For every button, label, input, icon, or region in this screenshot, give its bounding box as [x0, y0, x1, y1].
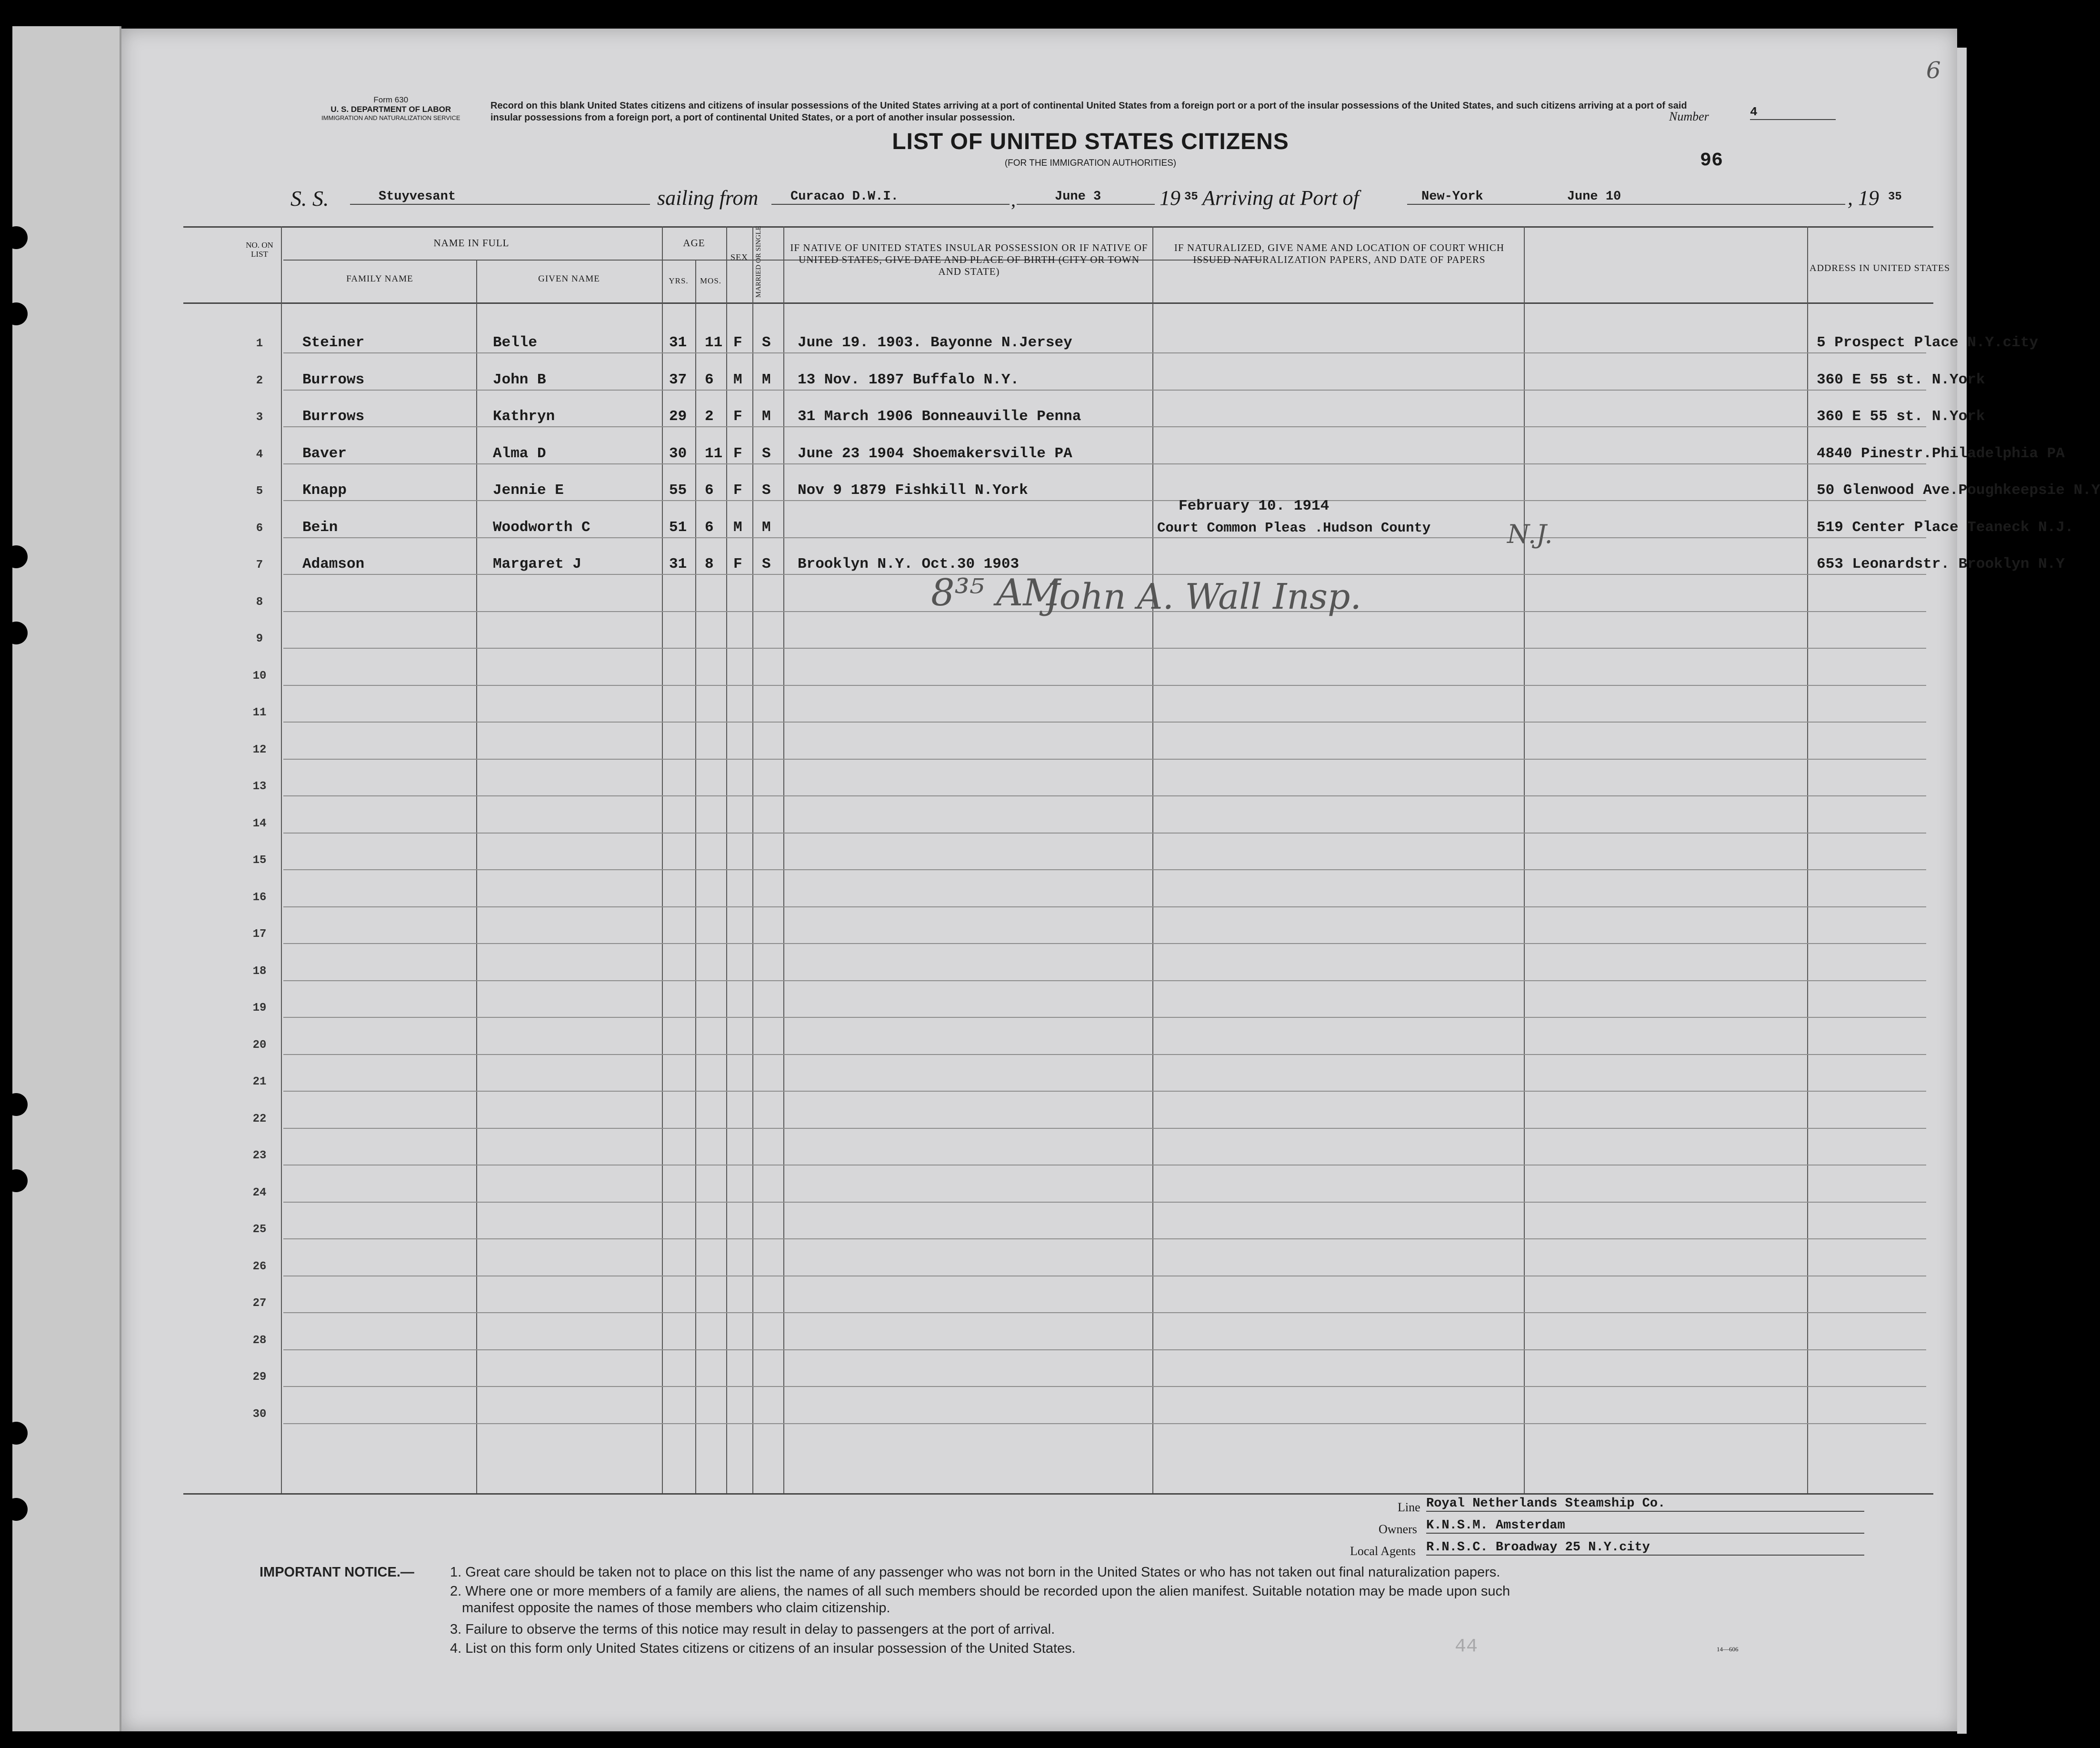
row-number: 24: [252, 1186, 267, 1199]
row-rule: [283, 1349, 1926, 1350]
row-rule: [283, 906, 1926, 907]
row-number: 13: [252, 780, 267, 793]
row-rule: [283, 390, 1926, 391]
address-cell: 360 E 55 st. N.York: [1817, 408, 1985, 425]
header-bottom-rule: [183, 302, 1933, 304]
header-age: AGE: [683, 237, 705, 249]
row-number: 26: [252, 1260, 267, 1273]
arrival-year-prefix: , 19: [1848, 186, 1879, 210]
header-sex: SEX: [730, 252, 748, 262]
service: IMMIGRATION AND NATURALIZATION SERVICE: [321, 114, 460, 121]
row-rule: [283, 943, 1926, 944]
row-number: 22: [252, 1112, 267, 1125]
row-number: 30: [252, 1407, 267, 1421]
binder-hole: [5, 1498, 28, 1521]
arrival-port: New-York: [1421, 190, 1483, 204]
marital-status-cell: S: [762, 445, 771, 462]
row-number: 21: [252, 1075, 267, 1088]
row-number: 19: [252, 1002, 267, 1015]
row-number: 20: [252, 1038, 267, 1052]
row-number: 8: [256, 595, 263, 609]
row-rule: [283, 1091, 1926, 1092]
marital-status-cell: M: [762, 371, 771, 388]
corner-mark: 6: [1926, 57, 1941, 84]
binder-hole: [5, 622, 28, 644]
sex-cell: F: [733, 482, 742, 499]
row-rule: [283, 722, 1926, 723]
row-rule: [283, 759, 1926, 760]
number-value: 4: [1750, 105, 1836, 120]
form-number: Form 630: [373, 95, 409, 104]
row-number: 6: [256, 522, 263, 535]
row-number: 9: [256, 633, 263, 645]
row-rule: [283, 1128, 1926, 1129]
row-number: 2: [256, 374, 263, 387]
row-rule: [283, 648, 1926, 649]
bottom-code: 14—606: [1717, 1646, 1739, 1653]
row-number: 4: [256, 448, 263, 461]
row-rule: [283, 574, 1926, 575]
row-rule: [283, 1017, 1926, 1018]
address-cell: 5 Prospect Place N.Y.city: [1817, 334, 2039, 351]
line-label: Line: [1398, 1500, 1420, 1514]
binder-hole: [5, 1093, 28, 1116]
handwritten-nj: N.J.: [1507, 519, 1553, 549]
stamp-number: 44: [1455, 1636, 1478, 1658]
family-name-cell: Adamson: [302, 556, 365, 573]
handwritten-time: 8³⁵ AM: [931, 572, 1061, 614]
marital-status-cell: S: [762, 556, 771, 573]
line-value: Royal Netherlands Steamship Co.: [1426, 1497, 1864, 1512]
age-months-cell: 6: [705, 482, 714, 499]
agents-value: R.N.S.C. Broadway 25 N.Y.city: [1426, 1540, 1864, 1556]
row-rule: [283, 980, 1926, 981]
binder-edge: [12, 26, 121, 1731]
age-months-cell: 8: [705, 556, 714, 573]
age-years-cell: 29: [669, 408, 687, 425]
row-rule: [283, 1238, 1926, 1239]
age-months-cell: 6: [705, 519, 714, 536]
given-name-cell: John B: [493, 371, 546, 388]
row-rule: [283, 500, 1926, 501]
family-name-cell: Knapp: [302, 482, 347, 499]
page-subtitle: (FOR THE IMMIGRATION AUTHORITIES): [1004, 158, 1177, 168]
row-number: 15: [252, 854, 267, 867]
instructions-text: Record on this blank United States citizens and citizens of insular possessions of the United States arriving at a port of continental United States from a foreign port or a port of the insular possessions of the United States, and such citizens arriving at a port of said insular possessions from a foreign port, a port of continental United States, or a port of another insular possession.: [490, 100, 1687, 123]
binder-hole: [5, 226, 28, 249]
row-rule: [283, 426, 1926, 427]
row-number: 23: [252, 1149, 267, 1162]
given-name-cell: Alma D: [493, 445, 546, 462]
col-rule: [1807, 226, 1808, 1493]
family-name-cell: Burrows: [302, 408, 365, 425]
birth-cell: June 19. 1903. Bayonne N.Jersey: [798, 334, 1072, 351]
family-name-cell: Steiner: [302, 334, 365, 351]
marital-status-cell: S: [762, 334, 771, 351]
row-number: 11: [252, 706, 267, 719]
form-info: [321, 95, 460, 121]
naturalization-date-cell: February 10. 1914: [1179, 497, 1330, 514]
notice-1: 1. Great care should be taken not to place on this list the name of any passenger who was not born in the United States or who has not taken out final naturalization papers.: [450, 1565, 1500, 1580]
given-name-cell: Kathryn: [493, 408, 555, 425]
age-months-cell: 6: [705, 371, 714, 388]
col-rule: [752, 226, 753, 1493]
marital-status-cell: S: [762, 482, 771, 499]
row-rule: [283, 1202, 1926, 1203]
arrival-year: 35: [1888, 191, 1902, 203]
row-rule: [283, 869, 1926, 870]
header-name-in-full: NAME IN FULL: [433, 237, 510, 249]
binder-hole: [5, 1169, 28, 1192]
col-rule: [476, 260, 477, 1493]
marital-status-cell: M: [762, 519, 771, 536]
col-rule: [726, 226, 727, 1493]
birth-cell: June 23 1904 Shoemakersville PA: [798, 445, 1072, 462]
header-birth: IF NATIVE OF UNITED STATES INSULAR POSSESSION OR IF NATIVE OF UNITED STATES, GIVE DATE AND PLACE OF BIRTH (CITY OR TOWN AND STATE): [790, 242, 1148, 277]
header-family-name: FAMILY NAME: [346, 274, 413, 284]
notice-4: 4. List on this form only United States citizens or citizens of an insular possession of the United States.: [450, 1641, 1076, 1656]
manifest-page: Form 630 U. S. DEPARTMENT OF LABOR IMMIGRATION AND NATURALIZATION SERVICE Record on this blank United States citizens and citizens of insular possessions of the United States arriving at a port of continental United States from a foreign port or a port of the insular possessions of the United States, and such citizens arriving at a port of said insular possessions from a foreign port, a port of continental United States, or a port of another insular possession. LIST OF UNITED STATES CITIZENS (FOR THE IMMIGRATION AUTHORITIES) Number 4 96 6 S. S. Stuyvesant sailing from Curacao D.W.I. , June 3 19 35 Arriving at Port of New-York June 10 , 19 35 NO. ON LIST NAME IN FULL FAMILY NAME GIVEN NAME AGE YRS. MOS. SEX MARRIED OR SINGLE IF NATIVE OF UNITED STATES INSULAR POSSESSION OR IF NATIVE OF UNITED STATES, GIVE DATE AND PLACE OF BIRTH (CITY OR TOWN AND STATE) IF NATURALIZED, GIVE NAME AND LOCATION OF COURT WHICH ISSUED NATURALIZATION PAPERS, AND DATE OF PAPERS ADDRESS IN UNITED STATES 1 2 3 4 5 6 7 8 9 10 11 12 13 14 15 16 17 18 19 20 21 22 23 24 25 26 27 28 29 30 Steiner Belle 31 11 F S June 19. 1903. Bayonne N.Jersey 5 Prospect Place N.Y.city Burrows John B 37 6 M M 13 Nov. 1897 Buffalo N.Y. 360 E 55 st. N.York Burrows Kathryn 29 2 F M 31 March 1906 Bonneauville Penna 360 E 55 st. N.York Baver Alma D 30 11 F S June 23 1904 Shoemakersville PA 4840 Pinestr.Philadelphia PA Knapp Jennie E 55 6 F S Nov 9 1879 Fishkill N.York 50 Glenwood Ave.Poughkeepsie N.Y Bein Woodworth C 51 6 M M 519 Center Place Teaneck N.J. February 10. 1914 Court Common Pleas .Hudson County Adamson Margaret J 31 8 F S Brooklyn N.Y. Oct.30 1903 653 Leonardstr. Brooklyn N.Y N.J. 8³⁵ AM John A. Wall Insp. Line Royal Netherlands Steamship Co. Owners K.N.S.M. Amsterdam Local Agents R.N.S.C. Broadway 25 N.Y.city IMPORTANT NOTICE.— 1. Great care should be taken not to place on this list the name of any passenger who was not born in the United States or who has not taken out final naturalization papers. 2. Where one or more members of a family are aliens, the names of all such members should be recorded upon the alien manifest. Suitable notation may be made upon such manifest opposite the names of those members who claim citizenship. 3. Failure to observe the terms of this notice may result in delay to passengers at the port of arrival. 4. List on this form only United States citizens or citizens of an insular possession of the United States. 44 14—606: [121, 29, 1957, 1731]
arriving-label: Arriving at Port of: [1202, 186, 1359, 210]
row-rule: [283, 1386, 1926, 1387]
row-number: 27: [252, 1297, 267, 1310]
agents-label: Local Agents: [1350, 1544, 1416, 1558]
age-years-cell: 31: [669, 334, 687, 351]
sex-cell: M: [733, 519, 742, 536]
birth-cell: 31 March 1906 Bonneauville Penna: [798, 408, 1081, 425]
family-name-cell: Bein: [302, 519, 338, 536]
birth-cell: 13 Nov. 1897 Buffalo N.Y.: [798, 371, 1020, 388]
col-rule: [695, 260, 696, 1493]
ship-name: Stuyvesant: [350, 190, 650, 205]
header-mos: MOS.: [700, 276, 722, 285]
header-naturalized: IF NATURALIZED, GIVE NAME AND LOCATION OF COURT WHICH ISSUED NATURALIZATION PAPERS, AND DATE OF PAPERS: [1174, 242, 1505, 265]
age-months-cell: 11: [705, 445, 723, 462]
row-rule: [283, 1312, 1926, 1313]
age-years-cell: 30: [669, 445, 687, 462]
notice-3: 3. Failure to observe the terms of this notice may result in delay to passengers at the port of arrival.: [450, 1622, 1055, 1637]
given-name-cell: Jennie E: [493, 482, 564, 499]
address-cell: 4840 Pinestr.Philadelphia PA: [1817, 445, 2065, 462]
inspector-signature: John A. Wall Insp.: [1045, 576, 1361, 617]
row-rule: [283, 685, 1926, 686]
address-cell: 360 E 55 st. N.York: [1817, 371, 1985, 388]
notice-2b: manifest opposite the names of those members who claim citizenship.: [462, 1600, 890, 1616]
age-months-cell: 11: [705, 334, 723, 351]
arrival-port-and-date: [1407, 190, 1845, 205]
age-months-cell: 2: [705, 408, 714, 425]
from-port: Curacao D.W.I.: [771, 190, 1010, 205]
row-number: 25: [252, 1223, 267, 1236]
given-name-cell: Belle: [493, 334, 538, 351]
ss-label: S. S.: [290, 186, 329, 211]
year-prefix: 19: [1160, 186, 1180, 210]
marital-status-cell: M: [762, 408, 771, 425]
row-rule: [283, 795, 1926, 796]
age-years-cell: 37: [669, 371, 687, 388]
row-rule: [283, 463, 1926, 464]
row-number: 5: [256, 485, 263, 498]
row-number: 17: [252, 928, 267, 941]
age-years-cell: 31: [669, 556, 687, 573]
row-number: 10: [252, 669, 267, 683]
sailing-label: sailing from: [657, 186, 759, 210]
binder-hole: [5, 302, 28, 325]
row-rule: [283, 537, 1926, 538]
page-title: LIST OF UNITED STATES CITIZENS: [892, 129, 1289, 154]
binder-hole: [5, 1422, 28, 1445]
col-rule: [1524, 226, 1525, 1493]
row-number: 7: [256, 559, 263, 572]
header-yrs: YRS.: [669, 276, 689, 285]
notice-title: IMPORTANT NOTICE.—: [260, 1565, 414, 1580]
row-number: 18: [252, 964, 267, 978]
table-bottom-rule: [183, 1493, 1933, 1495]
row-number: 3: [256, 411, 263, 424]
row-rule: [283, 352, 1926, 353]
notice-2a: 2. Where one or more members of a family are aliens, the names of all such members should be recorded upon the alien manifest. Suitable notation may be made upon such: [450, 1584, 1510, 1599]
page-number: 96: [1700, 150, 1723, 171]
address-cell: 653 Leonardstr. Brooklyn N.Y: [1817, 556, 2065, 573]
col-rule: [783, 226, 784, 1493]
page-tab-edge: [1957, 48, 1967, 1734]
departure-date: June 3: [1017, 190, 1155, 205]
departure-year: 35: [1184, 191, 1198, 203]
age-years-cell: 55: [669, 482, 687, 499]
sex-cell: F: [733, 445, 742, 462]
header-married-single: MARRIED OR SINGLE: [755, 226, 762, 298]
birth-cell: Nov 9 1879 Fishkill N.York: [798, 482, 1028, 499]
col-rule: [1152, 226, 1153, 1493]
owners-value: K.N.S.M. Amsterdam: [1426, 1518, 1864, 1534]
sex-cell: F: [733, 408, 742, 425]
given-name-cell: Margaret J: [493, 556, 582, 573]
row-number: 29: [252, 1371, 267, 1384]
department: U. S. DEPARTMENT OF LABOR: [330, 105, 451, 114]
row-number: 1: [256, 337, 263, 350]
header-given-name: GIVEN NAME: [538, 274, 600, 284]
address-cell: 50 Glenwood Ave.Poughkeepsie N.Y: [1817, 482, 2100, 499]
address-cell: 519 Center Place Teaneck N.J.: [1817, 519, 2074, 536]
sex-cell: F: [733, 556, 742, 573]
row-rule: [283, 1054, 1926, 1055]
arrival-date: June 10: [1567, 190, 1621, 204]
given-name-cell: Woodworth C: [493, 519, 590, 536]
family-name-cell: Baver: [302, 445, 347, 462]
binder-hole: [5, 545, 28, 568]
naturalization-court-cell: Court Common Pleas .Hudson County: [1157, 520, 1431, 536]
row-number: 14: [252, 817, 267, 830]
col-rule: [662, 226, 663, 1493]
table-top-rule: [183, 226, 1933, 228]
sex-cell: F: [733, 334, 742, 351]
row-number: 12: [252, 743, 267, 756]
owners-label: Owners: [1379, 1522, 1417, 1536]
row-number: 28: [252, 1334, 267, 1347]
header-address: ADDRESS IN UNITED STATES: [1810, 263, 1950, 273]
row-number: 16: [252, 891, 267, 904]
family-name-cell: Burrows: [302, 371, 365, 388]
birth-cell: Brooklyn N.Y. Oct.30 1903: [798, 556, 1020, 573]
number-label: Number: [1669, 110, 1709, 123]
col-rule: [281, 226, 282, 1493]
sex-cell: M: [733, 371, 742, 388]
row-rule: [283, 1423, 1926, 1424]
header-no-on-list: NO. ON LIST: [246, 241, 273, 259]
age-years-cell: 51: [669, 519, 687, 536]
row-rule: [283, 833, 1926, 834]
